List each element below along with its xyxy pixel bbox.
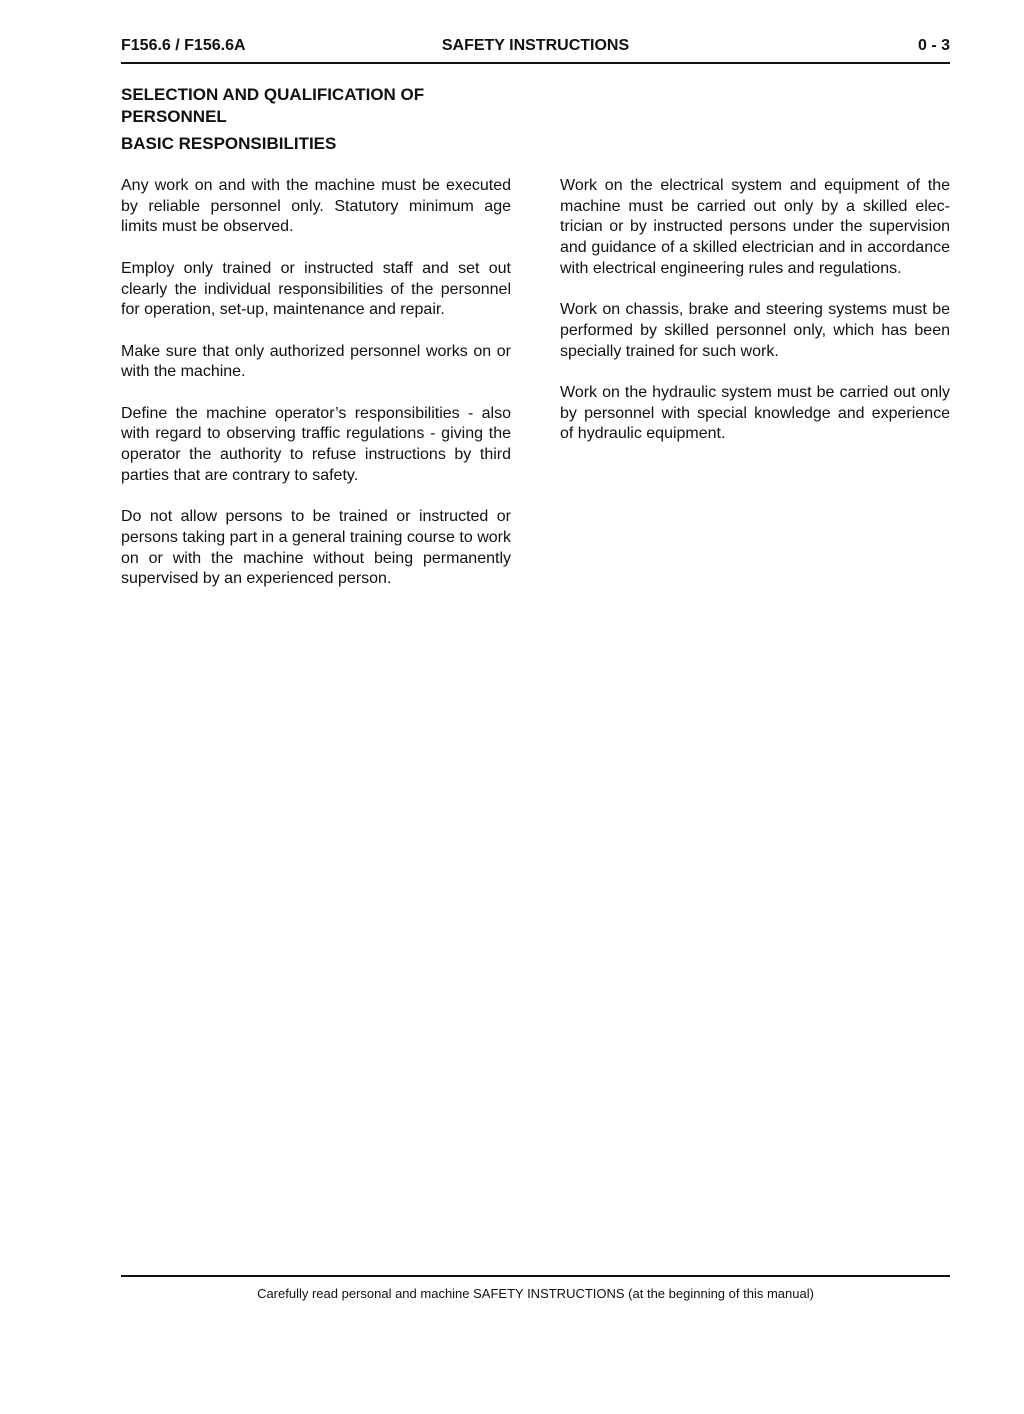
section-subtitle: BASIC RESPONSIBILITIES: [121, 134, 337, 153]
model-label: F156.6 / F156.6A: [121, 37, 246, 54]
paragraph: Work on the electrical system and equipment of the machine must be carried out only by a skilled electrician or by instructed persons under the supervision and guidance of a skilled electrician and in accordance with electrical engineering rules and regulations.: [560, 177, 950, 277]
paragraph: Do not allow persons to be trained or instructed or persons taking part in a general training course to work on or with the machine without being permanently supervised by an experienced person.: [121, 508, 511, 588]
header-divider: [121, 62, 950, 64]
paragraph: Work on the hydraulic system must be carried out only by personnel with special knowledge and experience of hydraulic equipment.: [560, 384, 950, 443]
section-title: SELECTION AND QUALIFICATION OF PERSONNEL: [121, 85, 425, 126]
right-column: [560, 176, 950, 466]
paragraph: Work on chassis, brake and steering systems must be performed by skilled personnel only, which has been specially trained for such work.: [560, 301, 950, 360]
footer-divider: [121, 1275, 950, 1277]
paragraph: Define the machine operator’s responsibilities - also with regard to observing traffic regulations - giving the operator the authority to refuse instructions by third parties that are contrary to safety.: [121, 404, 511, 484]
left-column: [121, 176, 511, 611]
paragraph: Employ only trained or instructed staff and set out clearly the individual responsibilities of the personnel for operation, set-up, maintenance and repair.: [121, 259, 511, 319]
section-label: SAFETY INSTRUCTIONS: [441, 37, 630, 54]
paragraph: Any work on and with the machine must be executed by reliable personnel only. Statutory minimum age limits must be observed.: [121, 177, 511, 236]
page-header: [121, 37, 950, 59]
footer-note: Carefully read personal and machine SAFETY INSTRUCTIONS (at the beginning of this manual): [257, 1286, 814, 1301]
paragraph: Make sure that only authorized personnel works on or with the machine.: [121, 342, 511, 381]
page-number: 0 - 3: [917, 37, 950, 54]
